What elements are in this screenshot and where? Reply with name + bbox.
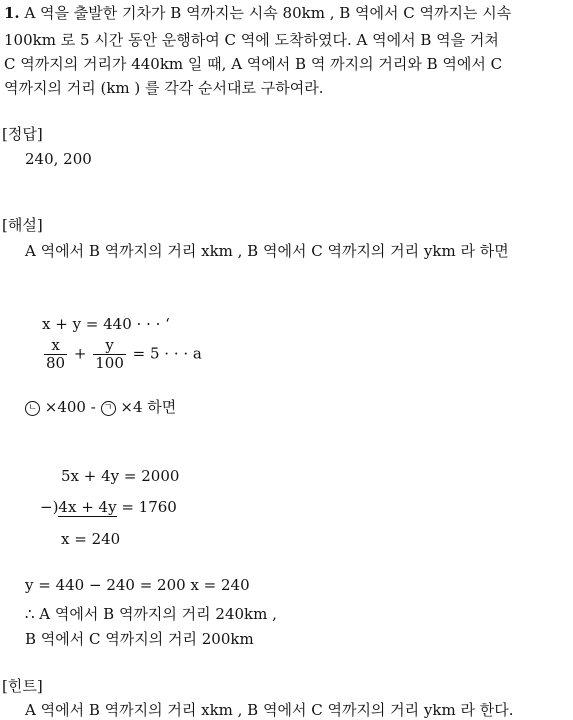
question-line-3: C 역까지의 거리가 440km 일 때, A 역에서 B 역 까지의 거리와 B 역에서 C bbox=[4, 55, 503, 73]
step-mid-text: ×400 - bbox=[44, 398, 96, 416]
result-line-3: B 역에서 C 역까지의 거리 200km bbox=[25, 630, 254, 648]
subtract-marker: −) bbox=[40, 498, 59, 516]
solution-intro: A 역에서 B 역까지의 거리 xkm , B 역에서 C 역까지의 거리 ykm 라 하면 bbox=[25, 242, 509, 260]
fraction-denominator: 100 bbox=[95, 354, 124, 372]
fraction-y-100 bbox=[93, 337, 126, 372]
equation-2 bbox=[42, 337, 202, 372]
calc-line-2 bbox=[40, 498, 177, 516]
fraction-numerator: y bbox=[93, 337, 126, 355]
fraction-x-80 bbox=[44, 337, 67, 372]
circled-giyeok-icon: ㄱ bbox=[101, 401, 116, 416]
underlined-term: 4x + 4y bbox=[58, 498, 117, 516]
question-line-1 bbox=[4, 2, 511, 23]
result-line-2: ∴ A 역에서 B 역까지의 거리 240km , bbox=[25, 605, 277, 623]
fraction-numerator: x bbox=[44, 337, 67, 355]
calc-line-3: x = 240 bbox=[61, 530, 121, 548]
hint-heading: [힌트] bbox=[2, 677, 43, 695]
plus-sign: + bbox=[73, 344, 87, 363]
hint-text: A 역에서 B 역까지의 거리 xkm , B 역에서 C 역까지의 거리 ykm 라 한다. bbox=[25, 701, 514, 719]
equation-1: x + y = 440 · · · ‘ bbox=[42, 315, 170, 333]
calc-line-1: 5x + 4y = 2000 bbox=[61, 467, 180, 485]
question-number: 1. bbox=[4, 4, 20, 22]
circled-nieun-icon: ㄴ bbox=[25, 401, 40, 416]
fraction-denominator: 80 bbox=[46, 354, 66, 372]
step-line bbox=[25, 396, 176, 417]
answer-value: 240, 200 bbox=[25, 150, 92, 168]
calc-line-2-rest: = 1760 bbox=[121, 498, 177, 516]
question-line-4: 역까지의 거리 (km ) 를 각각 순서대로 구하여라. bbox=[4, 79, 324, 97]
question-text-1: A 역을 출발한 기차가 B 역까지는 시속 80km , B 역에서 C 역까지는 시속 bbox=[24, 4, 512, 22]
step-end-text: ×4 하면 bbox=[120, 398, 177, 416]
solution-heading: [해설] bbox=[2, 216, 43, 234]
answer-heading: [정답] bbox=[2, 125, 43, 143]
equation-2-rest: = 5 · · · a bbox=[132, 344, 202, 363]
result-line-1: y = 440 − 240 = 200 x = 240 bbox=[25, 576, 250, 594]
question-line-2: 100km 로 5 시간 동안 운행하여 C 역에 도착하였다. A 역에서 B 역을 거쳐 bbox=[4, 31, 499, 49]
